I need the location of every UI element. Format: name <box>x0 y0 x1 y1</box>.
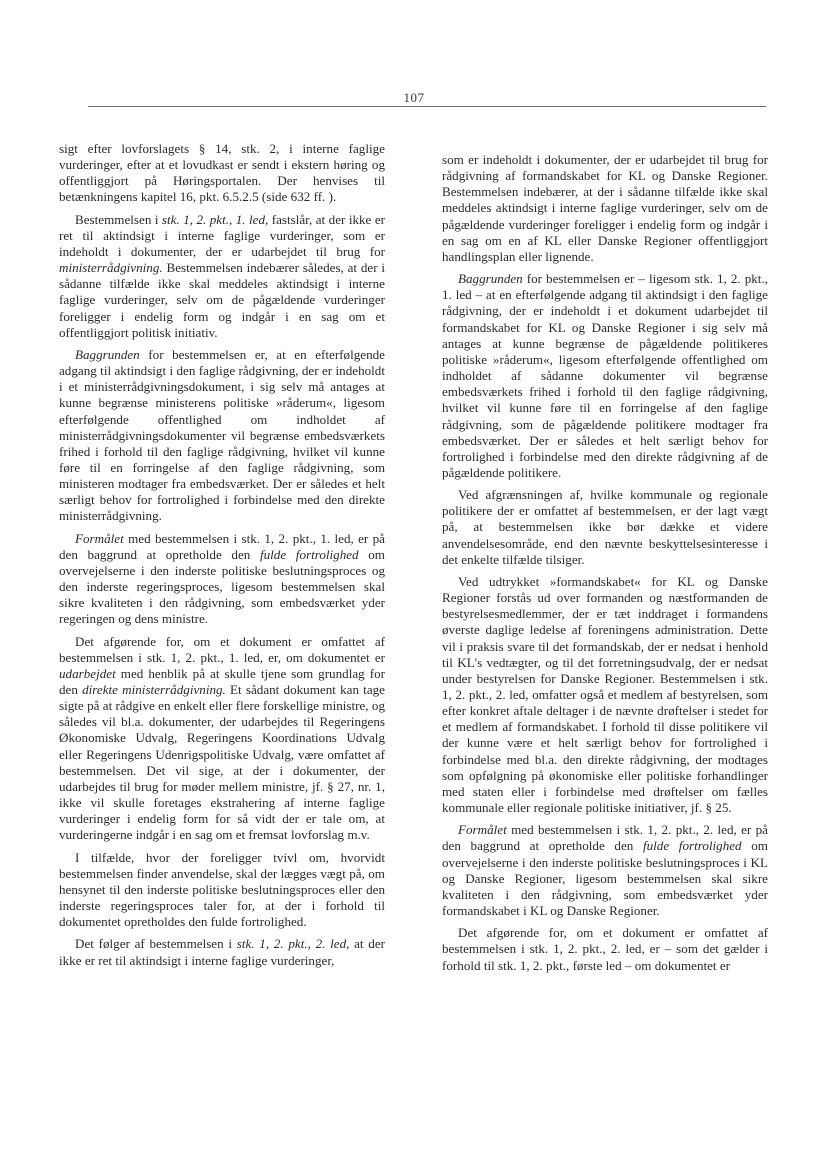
header-rule <box>88 106 766 107</box>
paragraph: Formålet med bestemmelsen i stk. 1, 2. pkt., 2. led, er på den baggrund at opretholde den fulde fortrolighed om overvejelserne i den inderste politiske beslutningsproces i KL og Danske Regioner, ligesom bestemmelsen skal sikre kvaliteten i den rådgivning, som embedsværket yder formandskabet i KL og Danske Regioner. <box>442 822 768 919</box>
paragraph: Det følger af bestemmelsen i stk. 1, 2. pkt., 2. led, at der ikke er ret til aktindsigt i interne faglige vurderinger, <box>59 936 386 968</box>
paragraph: Baggrunden for bestemmelsen er, at en efterfølgende adgang til aktindsigt i den faglige rådgivning, der er indeholdt i et ministerrådgivningsdokument, i sig selv må antages at kunne begrænse ministerens politiske »råderum«, ligesom efterfølgende offentlighed om indholdet af ministerrådgivningsdokumenter vil begrænse embedsværkets frihed i forhold til den faglige rådgivning, hvilket vil kunne føre til en forringelse af den faglige rådgivning, som ministeren modtager fra embedsværket. Der er således et helt særligt behov for fortrolighed i forbindelse med den direkte ministerrådgivning. <box>59 346 385 524</box>
paragraph: I tilfælde, hvor der foreligger tvivl om, hvorvidt bestemmelsen finder anvendelse, skal der lægges vægt på, om hensynet til den inderste politiske beslutningsproces eller den inderste regeringsproces taler for, at der i forhold til dokumentet opretholdes den fulde fortrolighed. <box>59 849 385 930</box>
right-column <box>442 152 768 980</box>
paragraph: Ved afgrænsningen af, hvilke kommunale og regionale politikere der er omfattet af bestemmelsen, er der lagt vægt på, at bestemmelsen ikke bør dække et videre anvendelsesområde, end den nævnte beskyttelsesinteresse i det enkelte tilfælde tilsiger. <box>442 487 768 567</box>
left-column <box>59 141 385 975</box>
page-number: 107 <box>403 90 425 105</box>
paragraph: Ved udtrykket »formandskabet« for KL og Danske Regioner forstås ud over formanden og næstformanden de bestyrelsesmedlemmer, der er tæt inddraget i formandens øverste daglige ledelse af foreningens administration. Dette vil i praksis svare til det formandskab, der er nedsat i henhold til KL's vedtægter, og til det forretningsudvalg, der er nedsat under bestyrelsen for Danske Regioner. Bestemmelsen i stk. 1, 2. pkt., 2. led, omfatter også et medlem af bestyrelsen, som efter konkret aftale deltager i de nævnte drøftelser i stedet for et medlem af formandskabet. I forhold til disse politikere vil der kunne være et helt særligt behov for fortrolighed i forbindelse med bl.a. den direkte rådgivning, der modtages som opfølgning på økonomiske eller politiske forhandlinger med staten eller i forbindelse med drøftelser om fælles kommunale eller regionale politiske initiativer, jf. § 25. <box>442 573 768 816</box>
paragraph: Baggrunden for bestemmelsen er – ligesom stk. 1, 2. pkt., 1. led – at en efterfølgende adgang til aktindsigt i den faglige rådgivning, der er indeholdt i et dokument udarbejdet til formandskabet for KL og Danske Regioner i sig selv må antages at kunne begrænse de pågældende politikeres politiske »råderum«, ligesom efterfølgende offentlighed om indholdet af sådanne dokumenter vil begrænse embedsværkets frihed i forhold til den faglige rådgivning, hvilket vil kunne føre til en forringelse af den faglige rådgivning, som de pågældende politikere modtager fra embedsværket. Der er således et helt særligt behov for fortrolighed i forbindelse med den direkte rådgivning af de pågældende politikere. <box>442 271 768 480</box>
paragraph: Det afgørende for, om et dokument er omfattet af bestemmelsen i stk. 1, 2. pkt., 2. led, er – som det gælder i forhold til stk. 1, 2. pkt., første led – om dokumentet er <box>442 925 768 973</box>
paragraph: som er indeholdt i dokumenter, der er udarbejdet til brug for rådgivning af formandskabet for KL og Danske Regioner. Bestemmelsen indebærer, at der i sådanne tilfælde ikke skal meddeles aktindsigt i interne faglige vurderinger, selv om de pågældende vurderinger foreligger i endelig form og indgår i en sag om en af KL eller Danske Regioner offentliggjort handlingsplan eller lignende. <box>442 152 768 264</box>
paragraph: Det afgørende for, om et dokument er omfattet af bestemmelsen i stk. 1, 2. pkt., 1. led, er, om dokumentet er udarbejdet med henblik på at skulle tjene som grundlag for den direkte ministerrådgivning. Et sådant dokument kan tage sigte på at rådgive en enkelt eller flere forskellige ministre, og således vil bl.a. dokumenter, der udarbejdes til Regeringens Økonomiske Udvalg, Regeringens Koordinations Udvalg eller Regeringens Udenrigspolitiske Udvalg, være omfattet af bestemmelsen. Det vil sige, at der i dokumenter, der udarbejdes til brug for møder mellem ministre, jf. § 27, nr. 1, ikke vil skulle foretages ekstrahering af interne faglige vurderinger i endelig form for så vidt der er tale om, at vurderingerne indgår i en sag om et fremsat lovforslag m.v. <box>59 633 385 843</box>
paragraph: Bestemmelsen i stk. 1, 2. pkt., 1. led, fastslår, at der ikke er ret til aktindsigt i interne faglige vurderinger, som er indeholdt i dokumenter, der er udarbejdet til brug for ministerrådgivning. Bestemmelsen indebærer således, at der i sådanne tilfælde ikke skal meddeles aktindsigt i interne faglige vurderinger, selv om de pågældende vurderinger foreligger i endelig form og indgår i en sag om et offentliggjort politisk initiativ. <box>59 211 385 340</box>
paragraph: sigt efter lovforslagets § 14, stk. 2, i interne faglige vurderinger, efter at et lovudkast er sendt i ekstern høring og offentliggjort på Høringsportalen. Der henvises til betænkningens kapitel 16, pkt. 6.5.2.5 (side 632 ff. ). <box>59 141 385 205</box>
paragraph: Formålet med bestemmelsen i stk. 1, 2. pkt., 1. led, er på den baggrund at opretholde den fulde fortrolighed om overvejelserne i den inderste politiske beslutningsproces og den inderste regeringsproces, ligesom bestemmelsen skal sikre kvaliteten i den rådgivning, som embedsværket yder regeringen og dens ministre. <box>59 530 385 627</box>
